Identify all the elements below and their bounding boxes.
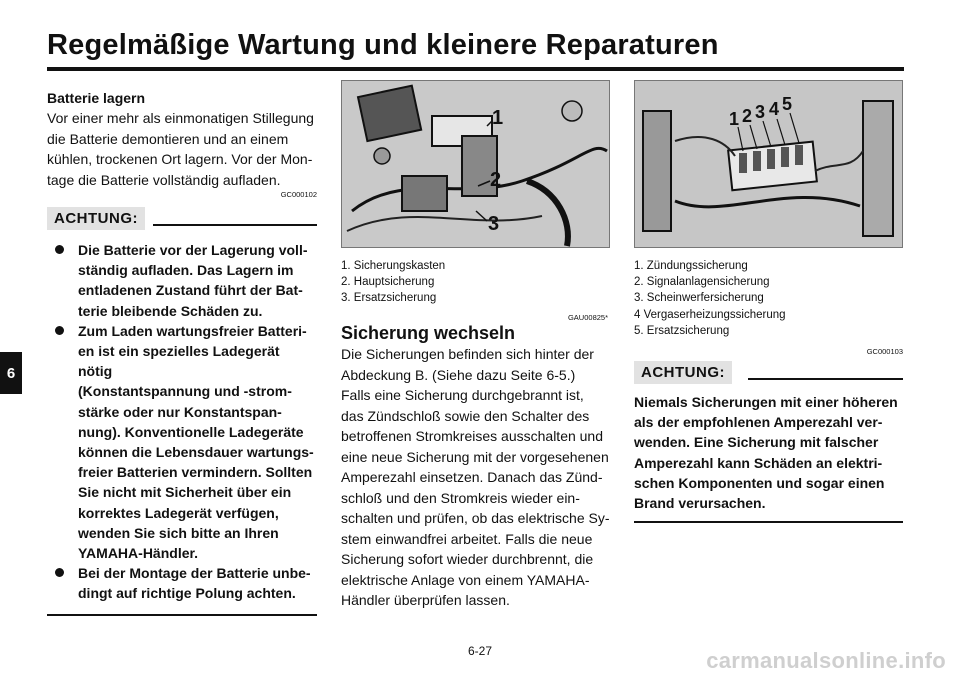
warning-line: nung). Konventionelle Ladegeräte [78,423,304,440]
warning-line: korrektes Ladegerät verfügen, [78,504,279,521]
battery-storage-text [47,108,317,190]
right-achtung-block [634,358,903,523]
fuse-change-heading: Sicherung wechseln [341,323,516,343]
warning-line: Die Batterie vor der Lagerung voll- [78,242,308,258]
warning-line: YAMAHA-Händler. [78,545,199,562]
title-rule [47,67,904,71]
text-line: kühlen, trockenen Ort lagern. Vor der Mon- [47,151,313,167]
caption-item: 2. Signalanlagensicherung [634,276,770,289]
caption-item: 3. Ersatzsicherung [341,292,437,305]
text-line: schalten und prüfen, ob das elektrische Sy- [341,510,610,526]
bullet-icon [55,245,64,254]
caption-item: 2. Hauptsicherung [341,276,435,289]
ref-code: GC000103 [866,347,903,356]
fuse-detail-captions [634,258,901,339]
warning-line: (Konstantspannung und -strom- [78,383,292,400]
fuse-detail-figure [634,80,903,248]
figure-callout: 2 [490,169,502,191]
figure-callout: 1 [729,109,740,129]
figure-callout: 3 [755,102,766,122]
figure-callout: 2 [742,106,753,126]
bullet-icon [55,568,64,577]
warning-end-rule [634,521,903,523]
caption-item: 1. Sicherungskasten [341,260,446,272]
fuse-change-text [341,344,611,611]
text-line: Falls eine Sicherung durchgebrannt ist, [341,387,584,403]
text-line: das Zündschloß sowie den Schalter des [341,407,590,424]
figure-callout: 4 [769,99,780,119]
warning-line: Brand verursachen. [634,495,766,512]
warning-line: Zum Laden wartungsfreier Batteri- [78,322,307,339]
warning-line: Bei der Montage der Batterie unbe- [78,565,311,582]
page-number: 6-27 [467,644,493,658]
ref-code: GC000102 [280,190,317,199]
text-line: schloß und den Stromkreis wieder ein- [341,489,580,506]
achtung-label: ACHTUNG: [634,361,732,384]
warning-line: en ist ein spezielles Ladegerät nötig [78,343,280,380]
ref-code: GAU00825* [567,313,608,322]
warning-item [47,321,317,563]
warning-line: ständig aufladen. Das Lagern im [78,262,294,279]
text-line: Vor einer mehr als einmonatigen Stillegung [47,110,314,126]
achtung-rule [748,378,903,380]
fuse-box-figure [341,80,610,248]
achtung-label: ACHTUNG: [47,207,145,230]
warning-line: schen Komponenten und sogar einen [634,474,885,491]
warning-end-rule [47,614,317,616]
text-line: stem einwandfrei arbeitet. Falls die neue [341,530,593,547]
warning-item [47,240,317,321]
figure-callout: 5 [782,94,793,114]
warning-line: wenden Sie sich bitte an Ihren [78,524,279,541]
warning-line: können die Lebensdauer wartungs- [78,444,314,461]
text-line: Die Sicherungen befinden sich hinter der [341,346,594,362]
figure-callout: 1 [492,107,504,129]
warning-line: dingt auf richtige Polung achten. [78,585,296,602]
fuse-box-captions [341,258,608,307]
warning-line: stärke oder nur Konstantspan- [78,403,282,420]
text-line: Händler überprüfen lassen. [341,592,510,608]
left-column [47,88,317,616]
achtung-header [47,204,317,232]
text-line: betroffenen Stromkreises ausschalten und [341,428,604,444]
warning-line: Sie nicht mit Sicherheit über ein [78,484,292,501]
warning-list [47,240,317,604]
achtung-header [634,358,903,386]
figure-callout: 3 [488,213,500,235]
warning-item [47,563,317,603]
warning-line: als der empfohlenen Amperezahl ver- [634,414,883,431]
caption-item: 3. Scheinwerfersicherung [634,292,764,305]
text-line: Sicherung sofort wieder durchbrennt, die [341,551,594,567]
caption-item: 5. Ersatzsicherung [634,324,730,337]
battery-storage-heading: Batterie lagern [47,90,146,106]
text-line: elektrische Anlage von einem YAMAHA- [341,571,590,588]
warning-line: entladenen Zustand führt der Bat- [78,282,303,299]
text-line: tage die Batterie vollständig aufladen. [47,171,281,188]
fuse-box-illustration [342,81,609,247]
fuse-warning-text [634,392,903,513]
chapter-tab: 6 [0,352,22,394]
warning-line: terie bleibende Schäden zu. [78,302,263,319]
text-line: Abdeckung B. (Siehe dazu Seite 6-5.) [341,366,576,383]
text-line: eine neue Sicherung mit der vorgesehenen [341,448,609,465]
text-line: Amperezahl einsetzen. Danach das Zünd- [341,469,603,485]
caption-item: 4 Vergaserheizungssicherung [634,308,786,321]
warning-line: freier Batterien vermindern. Sollten [78,464,313,481]
watermark: carmanualsonline.info [706,648,946,673]
achtung-rule [153,224,317,226]
caption-item: 1. Zündungssicherung [634,260,748,272]
warning-line: Amperezahl kann Schäden an elektri- [634,454,883,471]
warning-line: wenden. Eine Sicherung mit falscher [634,434,879,451]
text-line: die Batterie demontieren und an einem [47,130,289,147]
bullet-icon [55,326,64,335]
warning-line: Niemals Sicherungen mit einer höheren [634,394,898,410]
page-title: Regelmäßige Wartung und kleinere Reparaturen [47,29,719,61]
